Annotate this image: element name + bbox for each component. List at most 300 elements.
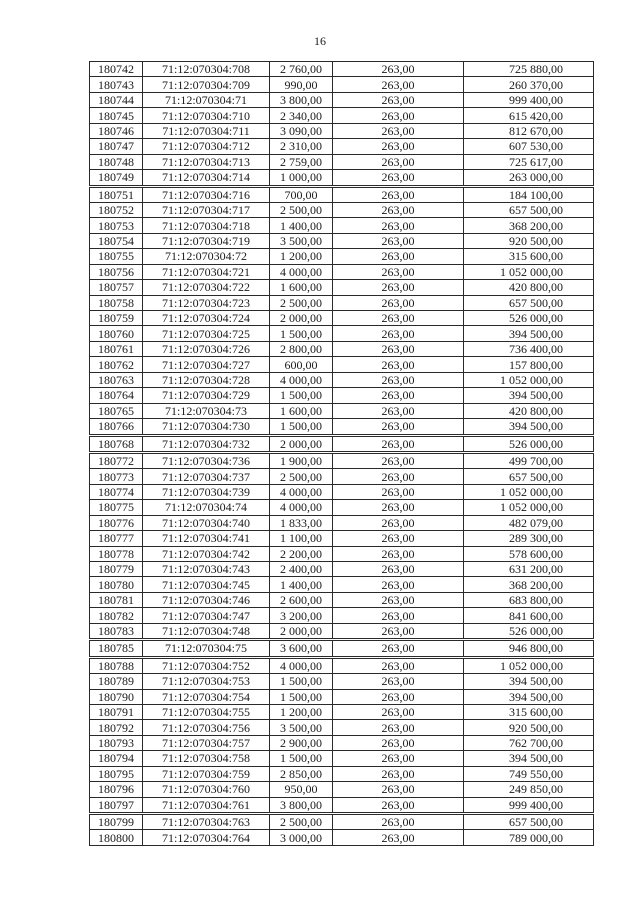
total-value-cell: 157 800,00 xyxy=(464,357,594,372)
row-number-cell: 180744 xyxy=(90,92,143,107)
row-number-cell: 180780 xyxy=(90,577,143,592)
row-number-cell: 180800 xyxy=(90,830,143,845)
area-cell: 1 200,00 xyxy=(270,249,333,264)
cadastral-number-cell: 71:12:070304:73 xyxy=(143,403,270,418)
area-cell: 4 000,00 xyxy=(270,484,333,499)
total-value-cell: 260 370,00 xyxy=(464,77,594,92)
rate-cell: 263,00 xyxy=(333,515,464,530)
total-value-cell: 499 700,00 xyxy=(464,452,594,468)
table-row xyxy=(90,484,594,499)
total-value-cell: 394 500,00 xyxy=(464,674,594,689)
row-number-cell: 180791 xyxy=(90,704,143,719)
rate-cell: 263,00 xyxy=(333,797,464,813)
total-value-cell: 789 000,00 xyxy=(464,830,594,845)
rate-cell: 263,00 xyxy=(333,562,464,577)
land-plots-table xyxy=(89,61,594,846)
row-number-cell: 180755 xyxy=(90,249,143,264)
row-number-cell: 180781 xyxy=(90,592,143,607)
table-row xyxy=(90,233,594,248)
table-row xyxy=(90,202,594,217)
area-cell: 3 500,00 xyxy=(270,720,333,735)
rate-cell: 263,00 xyxy=(333,295,464,310)
cadastral-number-cell: 71:12:070304:743 xyxy=(143,562,270,577)
rate-cell: 263,00 xyxy=(333,233,464,248)
rate-cell: 263,00 xyxy=(333,782,464,797)
cadastral-number-cell: 71:12:070304:745 xyxy=(143,577,270,592)
total-value-cell: 725 880,00 xyxy=(464,62,594,77)
rate-cell: 263,00 xyxy=(333,531,464,546)
table-row xyxy=(90,123,594,138)
cadastral-number-cell: 71:12:070304:722 xyxy=(143,280,270,295)
total-value-cell: 289 300,00 xyxy=(464,531,594,546)
table-row xyxy=(90,264,594,279)
row-number-cell: 180751 xyxy=(90,186,143,202)
total-value-cell: 184 100,00 xyxy=(464,186,594,202)
rate-cell: 263,00 xyxy=(333,62,464,77)
row-number-cell: 180748 xyxy=(90,154,143,169)
total-value-cell: 999 400,00 xyxy=(464,797,594,813)
table-row xyxy=(90,92,594,107)
rate-cell: 263,00 xyxy=(333,186,464,202)
total-value-cell: 631 200,00 xyxy=(464,562,594,577)
rate-cell: 263,00 xyxy=(333,388,464,403)
total-value-cell: 1 052 000,00 xyxy=(464,264,594,279)
row-number-cell: 180795 xyxy=(90,766,143,781)
area-cell: 1 400,00 xyxy=(270,218,333,233)
cadastral-number-cell: 71:12:070304:742 xyxy=(143,546,270,561)
total-value-cell: 1 052 000,00 xyxy=(464,657,594,673)
row-number-cell: 180789 xyxy=(90,674,143,689)
rate-cell: 263,00 xyxy=(333,372,464,387)
table-row xyxy=(90,640,594,657)
table-row xyxy=(90,280,594,295)
cadastral-number-cell: 71:12:070304:74 xyxy=(143,500,270,515)
area-cell: 1 000,00 xyxy=(270,170,333,186)
total-value-cell: 615 420,00 xyxy=(464,108,594,123)
row-number-cell: 180754 xyxy=(90,233,143,248)
rate-cell: 263,00 xyxy=(333,469,464,484)
row-number-cell: 180762 xyxy=(90,357,143,372)
table-row xyxy=(90,388,594,403)
rate-cell: 263,00 xyxy=(333,452,464,468)
cadastral-number-cell: 71:12:070304:723 xyxy=(143,295,270,310)
row-number-cell: 180760 xyxy=(90,326,143,341)
rate-cell: 263,00 xyxy=(333,735,464,750)
cadastral-number-cell: 71:12:070304:72 xyxy=(143,249,270,264)
table-row xyxy=(90,435,594,452)
row-number-cell: 180768 xyxy=(90,435,143,452)
table-row xyxy=(90,372,594,387)
total-value-cell: 657 500,00 xyxy=(464,469,594,484)
cadastral-number-cell: 71:12:070304:755 xyxy=(143,704,270,719)
table-row xyxy=(90,403,594,418)
area-cell: 1 100,00 xyxy=(270,531,333,546)
total-value-cell: 368 200,00 xyxy=(464,218,594,233)
rate-cell: 263,00 xyxy=(333,689,464,704)
row-number-cell: 180782 xyxy=(90,608,143,623)
row-number-cell: 180790 xyxy=(90,689,143,704)
cadastral-number-cell: 71:12:070304:757 xyxy=(143,735,270,750)
area-cell: 3 800,00 xyxy=(270,92,333,107)
area-cell: 2 400,00 xyxy=(270,562,333,577)
rate-cell: 263,00 xyxy=(333,341,464,356)
row-number-cell: 180752 xyxy=(90,202,143,217)
area-cell: 4 000,00 xyxy=(270,657,333,673)
cadastral-number-cell: 71:12:070304:758 xyxy=(143,751,270,766)
total-value-cell: 920 500,00 xyxy=(464,720,594,735)
table-row xyxy=(90,154,594,169)
rate-cell: 263,00 xyxy=(333,577,464,592)
area-cell: 3 800,00 xyxy=(270,797,333,813)
row-number-cell: 180796 xyxy=(90,782,143,797)
cadastral-number-cell: 71:12:070304:714 xyxy=(143,170,270,186)
total-value-cell: 420 800,00 xyxy=(464,403,594,418)
cadastral-number-cell: 71:12:070304:717 xyxy=(143,202,270,217)
cadastral-number-cell: 71:12:070304:753 xyxy=(143,674,270,689)
total-value-cell: 315 600,00 xyxy=(464,704,594,719)
cadastral-number-cell: 71:12:070304:763 xyxy=(143,814,270,830)
rate-cell: 263,00 xyxy=(333,202,464,217)
area-cell: 600,00 xyxy=(270,357,333,372)
table-row xyxy=(90,295,594,310)
area-cell: 2 000,00 xyxy=(270,435,333,452)
rate-cell: 263,00 xyxy=(333,170,464,186)
rate-cell: 263,00 xyxy=(333,108,464,123)
table-row xyxy=(90,249,594,264)
table-row xyxy=(90,326,594,341)
cadastral-number-cell: 71:12:070304:712 xyxy=(143,139,270,154)
row-number-cell: 180765 xyxy=(90,403,143,418)
area-cell: 2 500,00 xyxy=(270,469,333,484)
area-cell: 2 500,00 xyxy=(270,202,333,217)
cadastral-number-cell: 71:12:070304:732 xyxy=(143,435,270,452)
rate-cell: 263,00 xyxy=(333,419,464,435)
table-body xyxy=(90,62,594,846)
area-cell: 4 000,00 xyxy=(270,264,333,279)
cadastral-number-cell: 71:12:070304:713 xyxy=(143,154,270,169)
page-number: 16 xyxy=(314,34,326,48)
row-number-cell: 180799 xyxy=(90,814,143,830)
cadastral-number-cell: 71:12:070304:708 xyxy=(143,62,270,77)
rate-cell: 263,00 xyxy=(333,218,464,233)
area-cell: 1 600,00 xyxy=(270,280,333,295)
rate-cell: 263,00 xyxy=(333,280,464,295)
rate-cell: 263,00 xyxy=(333,546,464,561)
area-cell: 1 500,00 xyxy=(270,674,333,689)
table-row xyxy=(90,720,594,735)
table-row xyxy=(90,218,594,233)
row-number-cell: 180792 xyxy=(90,720,143,735)
table-row xyxy=(90,657,594,673)
area-cell: 2 900,00 xyxy=(270,735,333,750)
table-row xyxy=(90,531,594,546)
row-number-cell: 180793 xyxy=(90,735,143,750)
total-value-cell: 762 700,00 xyxy=(464,735,594,750)
rate-cell: 263,00 xyxy=(333,766,464,781)
area-cell: 2 850,00 xyxy=(270,766,333,781)
table-row xyxy=(90,469,594,484)
area-cell: 4 000,00 xyxy=(270,372,333,387)
rate-cell: 263,00 xyxy=(333,830,464,845)
table-row xyxy=(90,562,594,577)
total-value-cell: 420 800,00 xyxy=(464,280,594,295)
area-cell: 2 310,00 xyxy=(270,139,333,154)
total-value-cell: 920 500,00 xyxy=(464,233,594,248)
cadastral-number-cell: 71:12:070304:736 xyxy=(143,452,270,468)
area-cell: 1 900,00 xyxy=(270,452,333,468)
table-row xyxy=(90,674,594,689)
total-value-cell: 736 400,00 xyxy=(464,341,594,356)
rate-cell: 263,00 xyxy=(333,357,464,372)
rate-cell: 263,00 xyxy=(333,814,464,830)
row-number-cell: 180743 xyxy=(90,77,143,92)
total-value-cell: 394 500,00 xyxy=(464,326,594,341)
total-value-cell: 482 079,00 xyxy=(464,515,594,530)
rate-cell: 263,00 xyxy=(333,640,464,657)
row-number-cell: 180757 xyxy=(90,280,143,295)
row-number-cell: 180788 xyxy=(90,657,143,673)
table-row xyxy=(90,341,594,356)
table-row xyxy=(90,500,594,515)
total-value-cell: 263 000,00 xyxy=(464,170,594,186)
row-number-cell: 180778 xyxy=(90,546,143,561)
area-cell: 2 340,00 xyxy=(270,108,333,123)
rate-cell: 263,00 xyxy=(333,311,464,326)
total-value-cell: 526 000,00 xyxy=(464,311,594,326)
total-value-cell: 394 500,00 xyxy=(464,419,594,435)
rate-cell: 263,00 xyxy=(333,435,464,452)
cadastral-number-cell: 71:12:070304:741 xyxy=(143,531,270,546)
cadastral-number-cell: 71:12:070304:748 xyxy=(143,623,270,639)
cadastral-number-cell: 71:12:070304:746 xyxy=(143,592,270,607)
cadastral-number-cell: 71:12:070304:719 xyxy=(143,233,270,248)
rate-cell: 263,00 xyxy=(333,92,464,107)
cadastral-number-cell: 71:12:070304:729 xyxy=(143,388,270,403)
rate-cell: 263,00 xyxy=(333,139,464,154)
cadastral-number-cell: 71:12:070304:759 xyxy=(143,766,270,781)
row-number-cell: 180776 xyxy=(90,515,143,530)
rate-cell: 263,00 xyxy=(333,484,464,499)
row-number-cell: 180766 xyxy=(90,419,143,435)
total-value-cell: 999 400,00 xyxy=(464,92,594,107)
total-value-cell: 657 500,00 xyxy=(464,814,594,830)
row-number-cell: 180745 xyxy=(90,108,143,123)
table-row xyxy=(90,751,594,766)
table-row xyxy=(90,814,594,830)
area-cell: 2 000,00 xyxy=(270,623,333,639)
area-cell: 2 500,00 xyxy=(270,295,333,310)
area-cell: 3 000,00 xyxy=(270,830,333,845)
total-value-cell: 1 052 000,00 xyxy=(464,500,594,515)
area-cell: 3 090,00 xyxy=(270,123,333,138)
total-value-cell: 394 500,00 xyxy=(464,751,594,766)
cadastral-number-cell: 71:12:070304:710 xyxy=(143,108,270,123)
area-cell: 1 500,00 xyxy=(270,751,333,766)
rate-cell: 263,00 xyxy=(333,623,464,639)
area-cell: 4 000,00 xyxy=(270,500,333,515)
table-row xyxy=(90,592,594,607)
area-cell: 1 500,00 xyxy=(270,388,333,403)
table-row xyxy=(90,139,594,154)
area-cell: 2 760,00 xyxy=(270,62,333,77)
area-cell: 3 200,00 xyxy=(270,608,333,623)
total-value-cell: 394 500,00 xyxy=(464,388,594,403)
total-value-cell: 657 500,00 xyxy=(464,202,594,217)
rate-cell: 263,00 xyxy=(333,264,464,279)
cadastral-number-cell: 71:12:070304:725 xyxy=(143,326,270,341)
cadastral-number-cell: 71:12:070304:716 xyxy=(143,186,270,202)
rate-cell: 263,00 xyxy=(333,403,464,418)
cadastral-number-cell: 71:12:070304:75 xyxy=(143,640,270,657)
cadastral-number-cell: 71:12:070304:756 xyxy=(143,720,270,735)
table-row xyxy=(90,546,594,561)
row-number-cell: 180785 xyxy=(90,640,143,657)
table-row xyxy=(90,623,594,639)
total-value-cell: 841 600,00 xyxy=(464,608,594,623)
area-cell: 1 500,00 xyxy=(270,419,333,435)
cadastral-number-cell: 71:12:070304:728 xyxy=(143,372,270,387)
rate-cell: 263,00 xyxy=(333,720,464,735)
area-cell: 2 000,00 xyxy=(270,311,333,326)
rate-cell: 263,00 xyxy=(333,751,464,766)
row-number-cell: 180759 xyxy=(90,311,143,326)
area-cell: 3 600,00 xyxy=(270,640,333,657)
table-row xyxy=(90,452,594,468)
cadastral-number-cell: 71:12:070304:747 xyxy=(143,608,270,623)
area-cell: 2 500,00 xyxy=(270,814,333,830)
rate-cell: 263,00 xyxy=(333,592,464,607)
table-row xyxy=(90,186,594,202)
rate-cell: 263,00 xyxy=(333,249,464,264)
cadastral-number-cell: 71:12:070304:761 xyxy=(143,797,270,813)
table-row xyxy=(90,608,594,623)
cadastral-number-cell: 71:12:070304:730 xyxy=(143,419,270,435)
total-value-cell: 749 550,00 xyxy=(464,766,594,781)
table-row xyxy=(90,108,594,123)
row-number-cell: 180772 xyxy=(90,452,143,468)
row-number-cell: 180764 xyxy=(90,388,143,403)
cadastral-number-cell: 71:12:070304:752 xyxy=(143,657,270,673)
row-number-cell: 180749 xyxy=(90,170,143,186)
table-row xyxy=(90,77,594,92)
area-cell: 1 200,00 xyxy=(270,704,333,719)
row-number-cell: 180753 xyxy=(90,218,143,233)
rate-cell: 263,00 xyxy=(333,674,464,689)
total-value-cell: 946 800,00 xyxy=(464,640,594,657)
total-value-cell: 578 600,00 xyxy=(464,546,594,561)
total-value-cell: 368 200,00 xyxy=(464,577,594,592)
table-row xyxy=(90,311,594,326)
rate-cell: 263,00 xyxy=(333,608,464,623)
rate-cell: 263,00 xyxy=(333,154,464,169)
row-number-cell: 180747 xyxy=(90,139,143,154)
cadastral-number-cell: 71:12:070304:726 xyxy=(143,341,270,356)
cadastral-number-cell: 71:12:070304:764 xyxy=(143,830,270,845)
area-cell: 2 759,00 xyxy=(270,154,333,169)
cadastral-number-cell: 71:12:070304:709 xyxy=(143,77,270,92)
area-cell: 3 500,00 xyxy=(270,233,333,248)
table-row xyxy=(90,62,594,77)
row-number-cell: 180746 xyxy=(90,123,143,138)
area-cell: 1 400,00 xyxy=(270,577,333,592)
area-cell: 2 800,00 xyxy=(270,341,333,356)
total-value-cell: 526 000,00 xyxy=(464,435,594,452)
row-number-cell: 180783 xyxy=(90,623,143,639)
rate-cell: 263,00 xyxy=(333,657,464,673)
total-value-cell: 725 617,00 xyxy=(464,154,594,169)
cadastral-number-cell: 71:12:070304:71 xyxy=(143,92,270,107)
area-cell: 2 200,00 xyxy=(270,546,333,561)
area-cell: 1 500,00 xyxy=(270,689,333,704)
cadastral-number-cell: 71:12:070304:724 xyxy=(143,311,270,326)
total-value-cell: 1 052 000,00 xyxy=(464,372,594,387)
cadastral-number-cell: 71:12:070304:727 xyxy=(143,357,270,372)
table-row xyxy=(90,830,594,845)
total-value-cell: 526 000,00 xyxy=(464,623,594,639)
total-value-cell: 394 500,00 xyxy=(464,689,594,704)
total-value-cell: 1 052 000,00 xyxy=(464,484,594,499)
row-number-cell: 180742 xyxy=(90,62,143,77)
row-number-cell: 180794 xyxy=(90,751,143,766)
area-cell: 2 600,00 xyxy=(270,592,333,607)
row-number-cell: 180797 xyxy=(90,797,143,813)
row-number-cell: 180758 xyxy=(90,295,143,310)
rate-cell: 263,00 xyxy=(333,704,464,719)
table-row xyxy=(90,170,594,186)
table-row xyxy=(90,782,594,797)
area-cell: 700,00 xyxy=(270,186,333,202)
cadastral-number-cell: 71:12:070304:718 xyxy=(143,218,270,233)
cadastral-number-cell: 71:12:070304:711 xyxy=(143,123,270,138)
cadastral-number-cell: 71:12:070304:721 xyxy=(143,264,270,279)
table-row xyxy=(90,797,594,813)
table-row xyxy=(90,357,594,372)
total-value-cell: 812 670,00 xyxy=(464,123,594,138)
row-number-cell: 180761 xyxy=(90,341,143,356)
cadastral-number-cell: 71:12:070304:739 xyxy=(143,484,270,499)
row-number-cell: 180779 xyxy=(90,562,143,577)
cadastral-number-cell: 71:12:070304:754 xyxy=(143,689,270,704)
rate-cell: 263,00 xyxy=(333,123,464,138)
rate-cell: 263,00 xyxy=(333,500,464,515)
table-row xyxy=(90,704,594,719)
area-cell: 990,00 xyxy=(270,77,333,92)
total-value-cell: 315 600,00 xyxy=(464,249,594,264)
cadastral-number-cell: 71:12:070304:737 xyxy=(143,469,270,484)
table-row xyxy=(90,735,594,750)
total-value-cell: 683 800,00 xyxy=(464,592,594,607)
total-value-cell: 657 500,00 xyxy=(464,295,594,310)
rate-cell: 263,00 xyxy=(333,77,464,92)
area-cell: 1 500,00 xyxy=(270,326,333,341)
total-value-cell: 249 850,00 xyxy=(464,782,594,797)
table-row xyxy=(90,419,594,435)
row-number-cell: 180774 xyxy=(90,484,143,499)
row-number-cell: 180763 xyxy=(90,372,143,387)
row-number-cell: 180775 xyxy=(90,500,143,515)
cadastral-number-cell: 71:12:070304:740 xyxy=(143,515,270,530)
row-number-cell: 180773 xyxy=(90,469,143,484)
row-number-cell: 180756 xyxy=(90,264,143,279)
area-cell: 950,00 xyxy=(270,782,333,797)
rate-cell: 263,00 xyxy=(333,326,464,341)
cadastral-number-cell: 71:12:070304:760 xyxy=(143,782,270,797)
area-cell: 1 600,00 xyxy=(270,403,333,418)
table-row xyxy=(90,689,594,704)
area-cell: 1 833,00 xyxy=(270,515,333,530)
row-number-cell: 180777 xyxy=(90,531,143,546)
total-value-cell: 607 530,00 xyxy=(464,139,594,154)
